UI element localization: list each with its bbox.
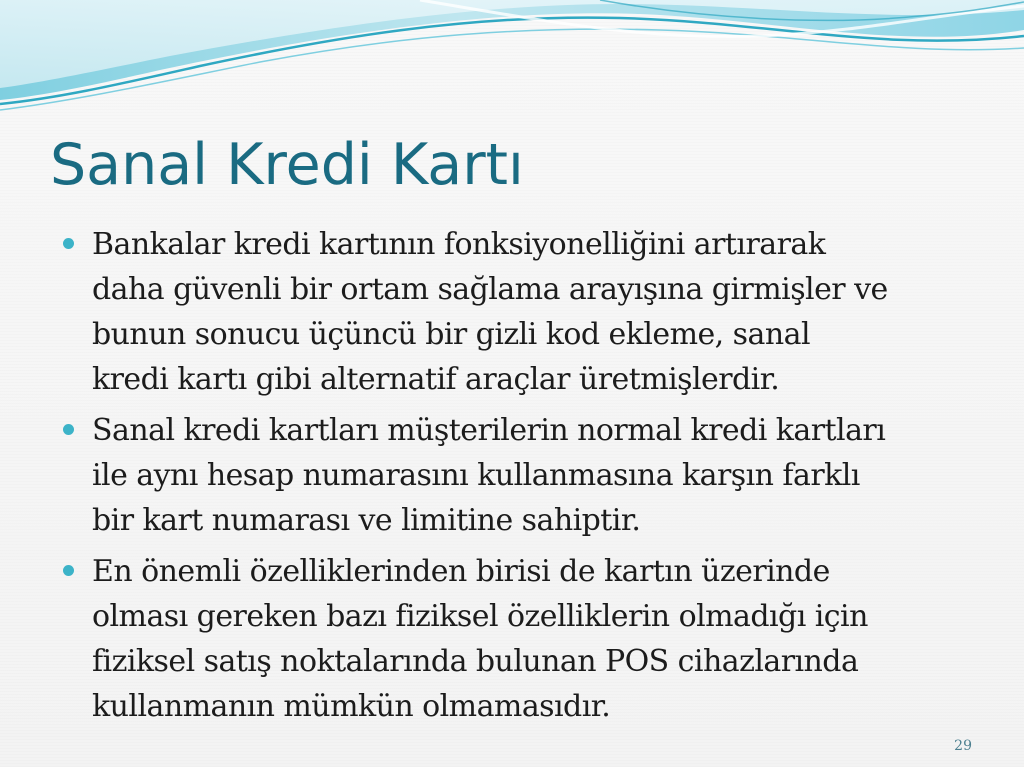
bullet-line: kullanmanın mümkün olmamasıdır. (92, 689, 611, 724)
bullet-item (62, 549, 1002, 729)
bullet-line: daha güvenli bir ortam sağlama arayışına girmişler ve (92, 272, 888, 307)
decorative-wave-header (0, 0, 1024, 120)
bullet-line: kredi kartı gibi alternatif araçlar üretmişlerdir. (92, 362, 780, 397)
bullet-line: Sanal kredi kartları müşterilerin normal kredi kartları (92, 413, 886, 448)
bullet-line: bunun sonucu üçüncü bir gizli kod ekleme, sanal (92, 317, 810, 352)
bullet-dot-icon (63, 565, 74, 576)
bullet-line: ile aynı hesap numarasını kullanmasına karşın farklı (92, 458, 860, 493)
bullet-dot-icon (63, 424, 74, 435)
bullet-line: Bankalar kredi kartının fonksiyonelliğini artırarak (92, 227, 826, 262)
bullet-line: En önemli özelliklerinden birisi de kartın üzerinde (92, 554, 830, 589)
bullet-item (62, 408, 1002, 543)
bullet-list (62, 222, 1002, 735)
bullet-line: olması gereken bazı fiziksel özelliklerin olmadığı için (92, 599, 868, 634)
page-number: 29 (954, 738, 972, 754)
bullet-dot-icon (63, 238, 74, 249)
bullet-line: bir kart numarası ve limitine sahiptir. (92, 503, 641, 538)
slide-title: Sanal Kredi Kartı (50, 132, 524, 198)
bullet-line: fiziksel satış noktalarında bulunan POS cihazlarında (92, 644, 859, 679)
bullet-item (62, 222, 1002, 402)
